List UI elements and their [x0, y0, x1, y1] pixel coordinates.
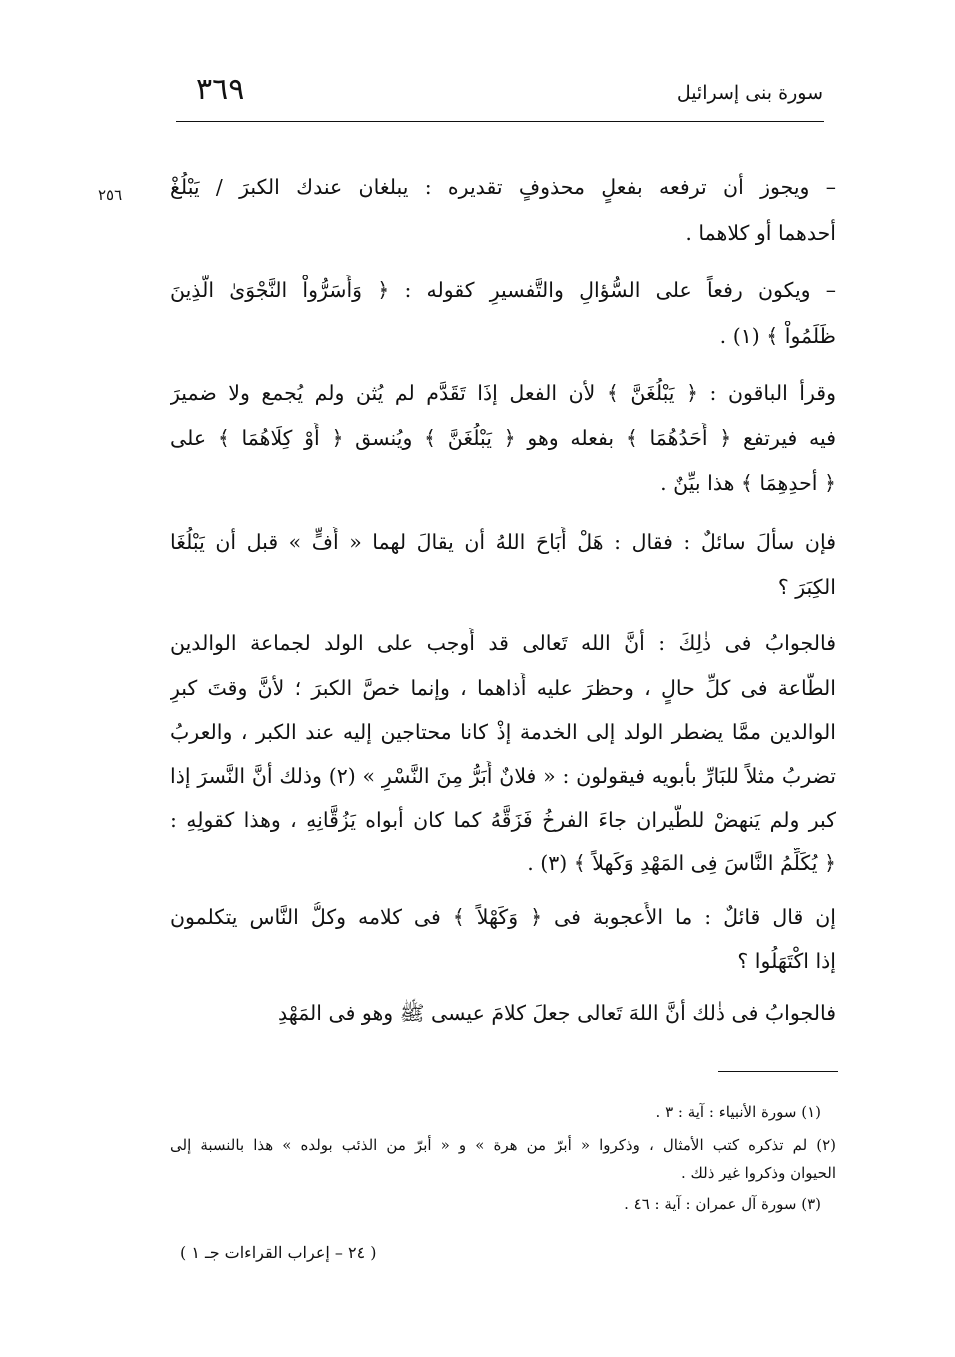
body-line: تضربُ مثلاً للبَارِّ بأبويه فيقولون : « فلانٌ أَبَرُّ مِنَ النَّسْرِ » (٢) وذلك أنَّ النَّسرَ إذا	[170, 764, 836, 788]
body-line: فيه فيرتفع ﴿ أَحَدُهُمَا ﴾ بفعله وهو ﴿ يَبْلُغَنَّ ﴾ ويُنسق ﴿ أَوْ كِلَاهُمَا ﴾ على	[170, 426, 836, 450]
body-line: فالجوابُ فى ذٰلِكَ : أنَّ الله تَعالى قد أُوجب على الولد لجماعة الوالدين	[170, 631, 836, 655]
header-rule	[176, 121, 824, 122]
body-line: كبر ولم يَنهضْ للطَّيران جاءَ الفرخُ فَزَقَّهُ كما كان أبواه يَزُقَّانِهِ ، وهذا كقولِهِ :	[170, 808, 836, 832]
page-number: ٣٦٩	[196, 72, 245, 107]
body-line: أحدهما أو كلاهما .	[685, 221, 836, 245]
body-line: فإن سألَ سائلٌ : فقال : هَلْ أَبَاحَ اللهُ أن يقالَ لهما « أُفٍّ » قبل أن يَبْلُغَا	[170, 530, 836, 554]
body-line: الطَّاعة فى كلِّ حالٍ ، وحظرَ عليه أَذاهما ، وإنما خصَّ الكبرَ ؛ لأنَّ وقتَ كبرِ	[170, 676, 836, 700]
footnote-rule	[718, 1071, 838, 1072]
footnote: الحيوان وذكروا غير ذلك .	[680, 1164, 836, 1182]
body-line: ﴿ يُكَلِّمُ النَّاسَ فِى المَهْدِ وَكَهلاً ﴾ (٣) .	[527, 851, 836, 875]
running-header-title: سورة بنى إسرائيل	[676, 82, 823, 104]
body-line: ظَلَمُواْ ﴾ (١) .	[719, 324, 836, 348]
margin-reference-number: ٢٥٦	[98, 186, 123, 204]
body-line: ﴿ أحدِهِمَا ﴾ هذا بيِّنٌ .	[660, 471, 836, 495]
footnote: (٢) لم تذكره كتب الأمثال ، وذكروا « أبرّ من هرة » و « أبرّ من الذئب بولده » هذا بالنسبة إلى	[170, 1136, 836, 1154]
body-line: وقرأ الباقون : ﴿ يَبْلُغَنَّ ﴾ لأن الفعل إذَا تَقَدَّم لم يُثن ولم يُجمع ولا ضميرَ	[170, 381, 836, 405]
body-line: – ويجوز أن ترفعه بفعلٍ محذوفٍ تقديره : يبلغان عندك الكبرَ / يَبْلُغْ	[170, 175, 836, 199]
body-line: إن قال قائلٌ : ما الأُعجوبة فى ﴿ وَكَهْلاً ﴾ فى كلامه وكلُّ النَّاس يتكلمون	[170, 905, 836, 929]
signature-mark: ( ٢٤ – إعراب القراءات جـ ١ )	[180, 1243, 377, 1262]
footnote: (٣) سورة آل عمران : آية : ٤٦ .	[624, 1195, 821, 1213]
footnote: (١) سورة الأنبياء : آية : ٣ .	[655, 1103, 821, 1121]
body-line: إذا اكْتَهَلُوا ؟	[737, 949, 836, 973]
body-line: فالجوابُ فى ذٰلك أنَّ اللهَ تَعالى جعلَ كلامَ عيسى ﷺ وهو فى المَهْدِ	[277, 1001, 836, 1025]
body-line: الكِبَرَ ؟	[777, 575, 836, 599]
body-line: الوالدين ممَّا يضطر الولد إلى الخدمة إذْ كانا محتاجين إليه عند الكبر ، والعربُ	[170, 720, 836, 744]
body-line: – ويكون رفعاً على السُّؤالِ والتَّفسيرِ كقوله : ﴿ وَأَسَرُّواْ النَّجْوَىٰ الَّذِينَ	[170, 278, 836, 302]
